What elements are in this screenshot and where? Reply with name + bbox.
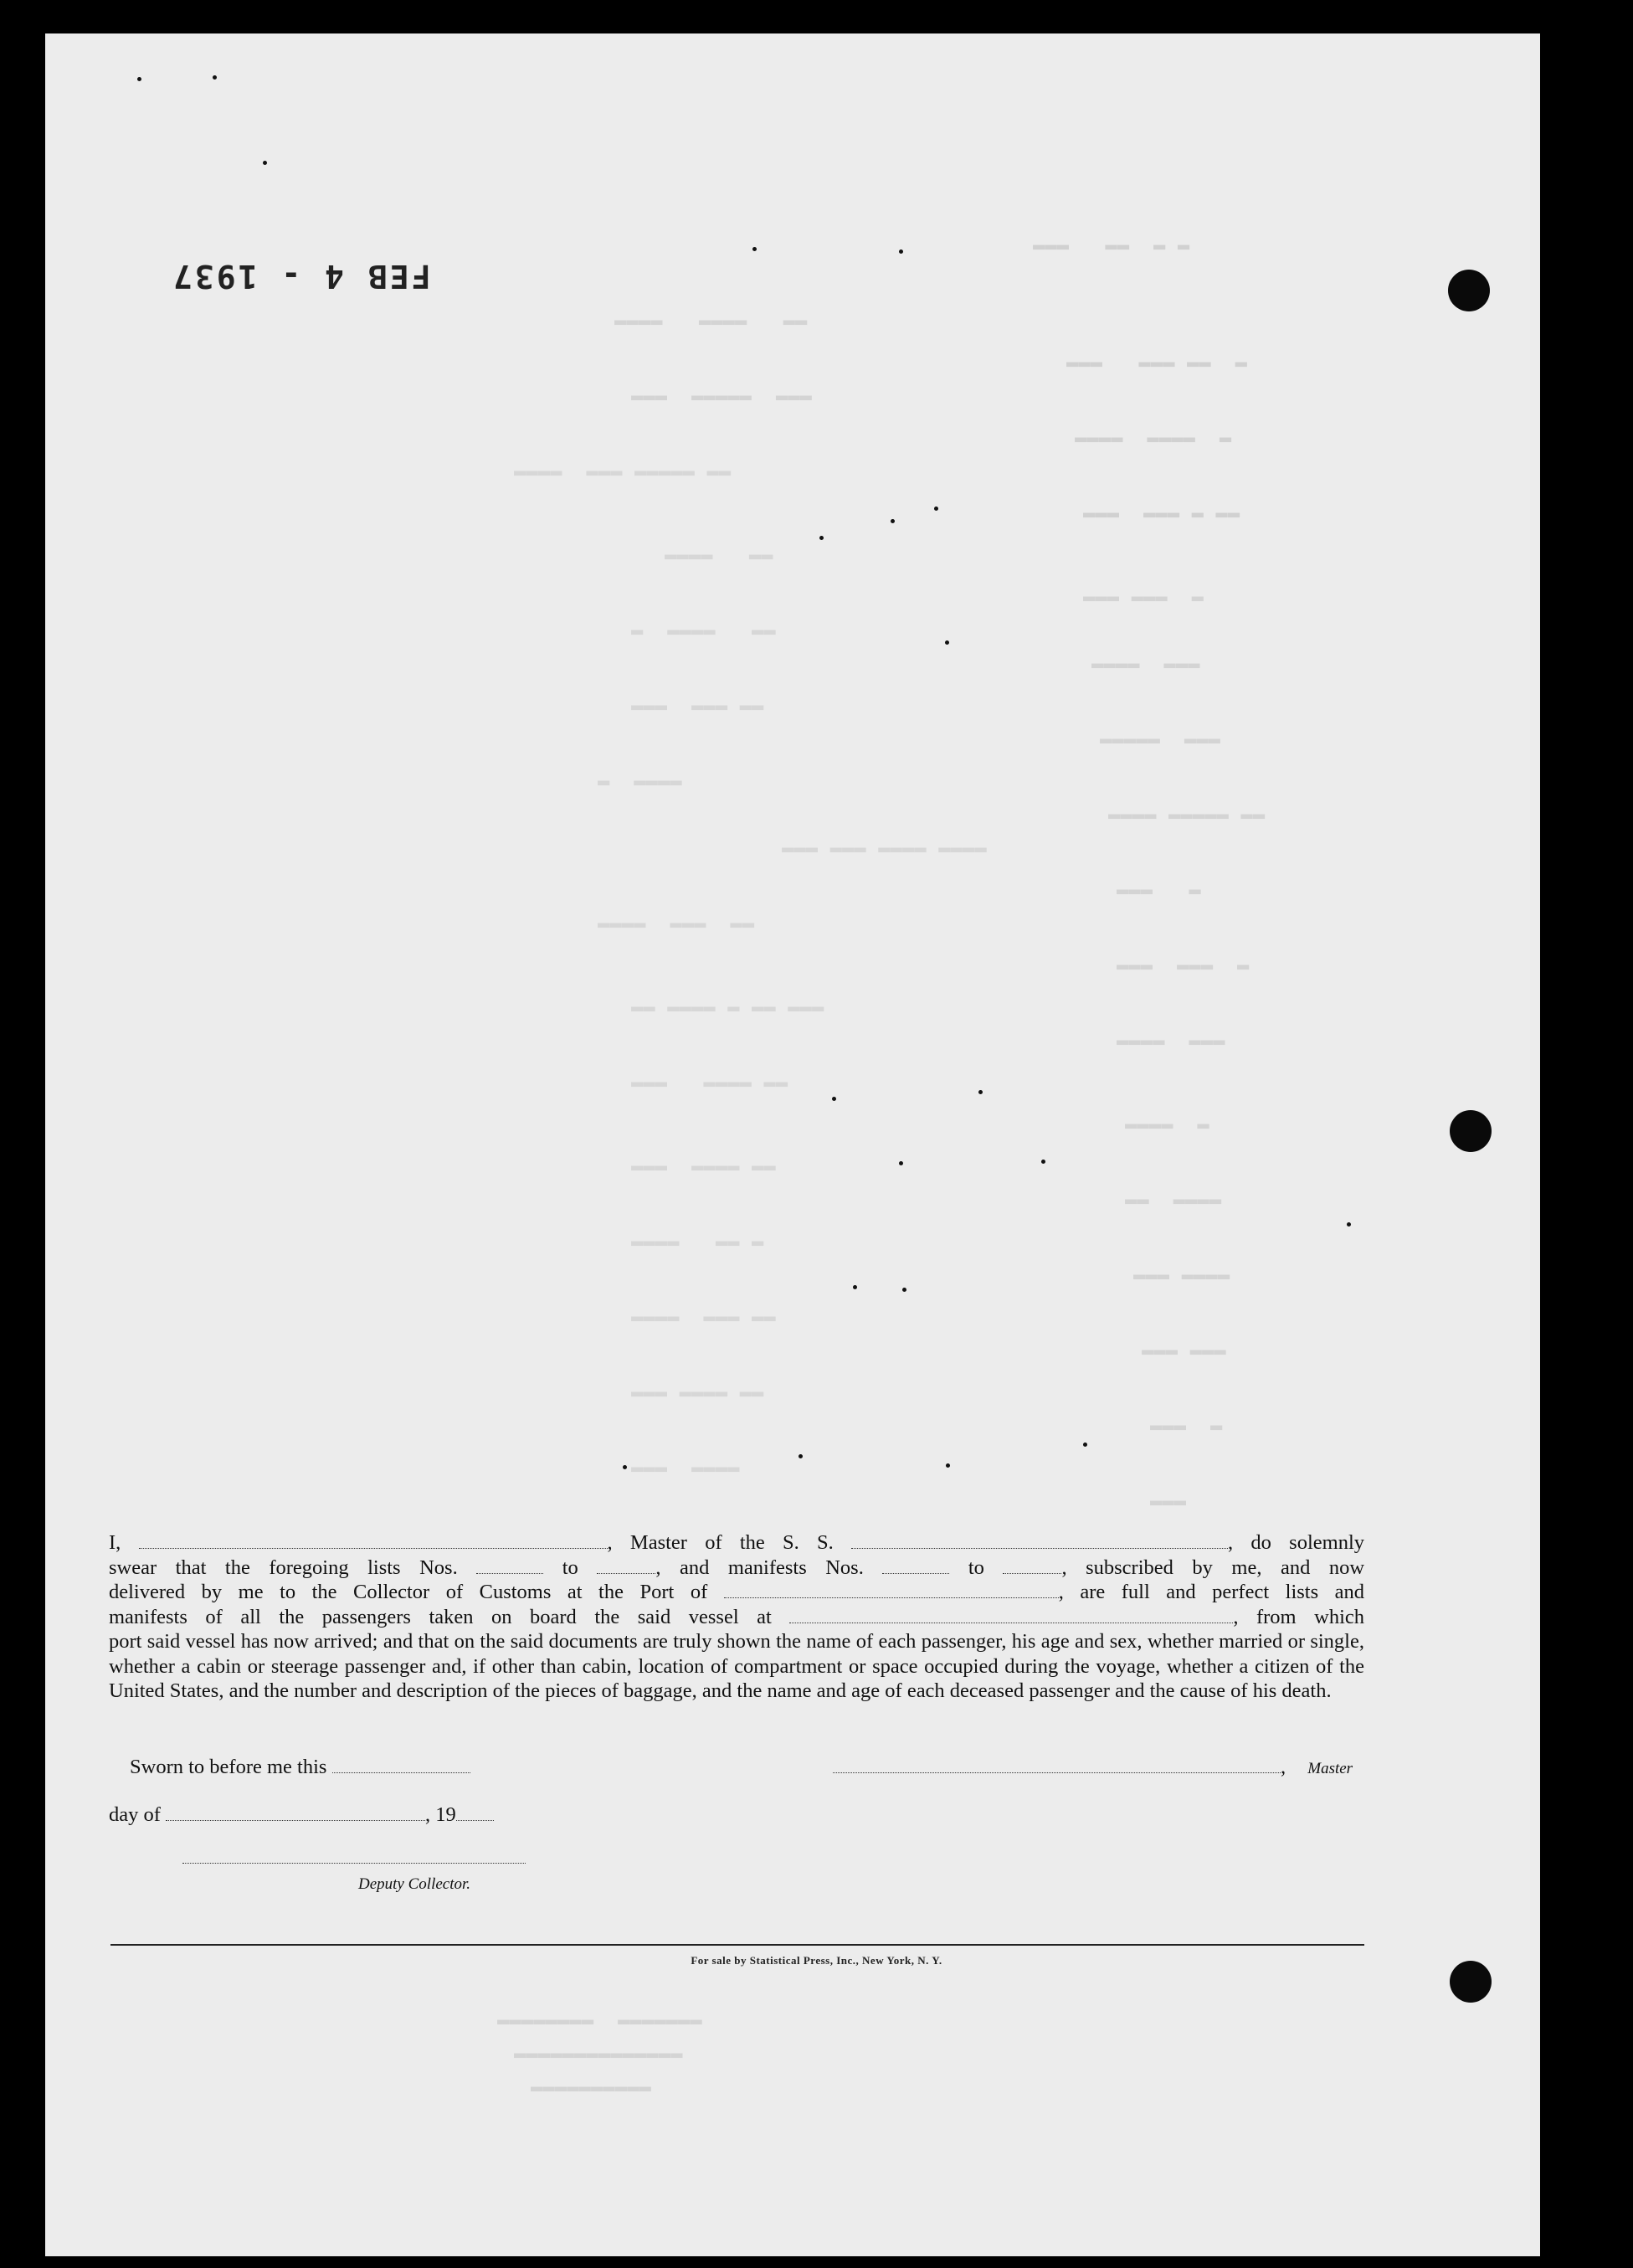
year-field[interactable] [456, 1807, 494, 1821]
day-of-label: day of [109, 1803, 161, 1826]
oath-text: to [562, 1556, 578, 1579]
oath-text: to [968, 1556, 984, 1579]
day-of-line [109, 1803, 494, 1827]
master-oath-paragraph [109, 1530, 1364, 1704]
oath-text: manifests of all the passengers taken on board the said vessel at [109, 1605, 772, 1628]
master-label: Master [1307, 1760, 1353, 1777]
sworn-label: Sworn to before me this [130, 1756, 327, 1778]
master-name-field[interactable] [139, 1535, 608, 1549]
oath-text: , Master of the S. S. [607, 1531, 834, 1554]
deputy-collector-label: Deputy Collector. [358, 1875, 471, 1893]
lists-from-field[interactable] [476, 1560, 543, 1574]
manifests-to-field[interactable] [1003, 1560, 1061, 1574]
deputy-signature-field[interactable] [182, 1849, 526, 1864]
punch-hole [1450, 1110, 1492, 1152]
oath-text: , subscribed by me, and now [1061, 1556, 1365, 1579]
year-label: , 19 [425, 1803, 456, 1826]
oath-text: , do solemnly [1228, 1531, 1364, 1554]
punch-hole [1448, 270, 1490, 311]
master-signature-field[interactable] [833, 1759, 1281, 1773]
oath-text: port said vessel has now arrived; and that on the said documents are truly shown the name of each passenger, his age and sex, whether married or single, whether a cabin or steerage passenger and, if other than cabin, location of compartment or space occupied during the voyage, whether a citizen of the United States, and the number and description of the pieces of baggage, and the name and age of each deceased passenger and the cause of his death. [109, 1630, 1364, 1702]
date-stamp: FEB 4 - 1937 [171, 258, 431, 295]
oath-text: I, [109, 1531, 121, 1554]
printer-imprint: For sale by Statistical Press, Inc., New York, N. Y. [691, 1954, 942, 1967]
oath-text: , are full and perfect lists and [1058, 1581, 1364, 1603]
lists-to-field[interactable] [597, 1560, 655, 1574]
sworn-date-field[interactable] [332, 1759, 470, 1773]
port-of-departure-field[interactable] [789, 1609, 1233, 1623]
day-of-month-field[interactable] [166, 1807, 425, 1821]
oath-text: , and manifests Nos. [655, 1556, 864, 1579]
sworn-line [130, 1756, 470, 1779]
manifests-from-field[interactable] [882, 1560, 949, 1574]
manifest-page: FEB 4 - 1937 ▬▬▬ ▬▬ ▬ ▬ ▬▬▬▬ ▬▬▬▬ ▬▬ ▬▬▬ ▬▬▬ ▬▬ ▬ ▬▬▬ ▬▬▬▬▬ ▬▬▬ ▬▬▬▬ ▬▬▬▬ ▬ ▬▬▬▬ ▬▬▬ ▬▬▬▬▬ ▬▬ ▬▬▬ ▬▬▬ ▬ ▬▬ ▬▬▬▬ ▬▬ ▬▬▬ ▬▬▬ ▬ ▬ ▬▬▬▬ ▬▬ ▬▬▬▬ ▬▬▬ ▬▬▬ ▬▬▬ ▬▬ ▬▬▬▬▬ ▬▬▬ ▬ ▬▬▬▬ ▬▬▬▬ ▬▬▬▬▬ ▬▬ ▬▬▬ ▬▬▬ ▬▬▬▬ ▬▬▬▬ ▬▬▬ ▬ ▬▬▬▬ ▬▬▬ ▬▬ ▬▬▬ ▬▬▬ ▬ ▬▬ ▬▬▬▬ ▬ ▬▬ ▬▬▬ ▬▬▬▬ ▬▬▬ ▬▬▬ ▬▬▬▬ ▬▬ ▬▬▬▬ ▬ ▬▬▬ ▬▬▬▬ ▬▬ ▬▬ ▬▬▬▬ ▬▬▬▬ ▬▬ ▬ ▬▬▬ ▬▬▬▬ ▬▬▬▬ ▬▬▬ ▬▬ ▬▬▬ ▬▬▬ ▬▬▬ ▬▬▬▬ ▬▬ ▬▬▬ ▬ ▬▬▬ ▬▬▬▬ ▬▬▬ ▬▬▬▬▬▬▬▬ ▬▬▬▬▬▬▬ ▬▬▬▬▬▬▬▬▬▬▬▬▬▬ ▬▬▬▬▬▬▬▬▬▬ [45, 33, 1540, 2256]
footer-rule [110, 1944, 1364, 1946]
oath-text: swear that the foregoing lists Nos. [109, 1556, 458, 1579]
oath-text: delivered by me to the Collector of Customs at the Port of [109, 1581, 708, 1603]
oath-text: , from which [1233, 1605, 1364, 1628]
vessel-name-field[interactable] [851, 1535, 1228, 1549]
port-of-arrival-field[interactable] [724, 1584, 1059, 1598]
deputy-signature-line [182, 1846, 526, 1869]
master-signature-line: , Master [833, 1756, 1353, 1779]
